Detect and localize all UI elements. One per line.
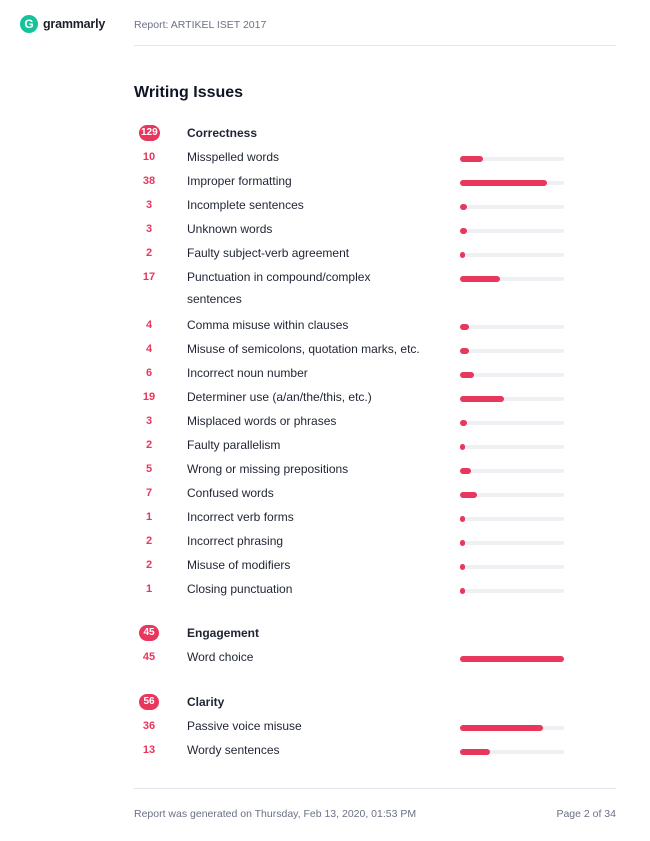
issue-row (0, 717, 650, 741)
issue-label: Incorrect verb forms (187, 510, 294, 524)
group-count-badge: 56 (139, 694, 159, 710)
issue-row (0, 648, 650, 672)
issue-count: 4 (145, 319, 153, 331)
issue-row (0, 364, 650, 388)
issue-bar-track (460, 493, 564, 497)
issue-row (0, 436, 650, 460)
group-title: Engagement (187, 626, 260, 640)
issue-count: 7 (145, 487, 153, 499)
issue-bar-track (460, 373, 564, 377)
footer-divider (134, 788, 616, 789)
issue-label: Incomplete sentences (187, 198, 304, 212)
issue-row (0, 316, 650, 340)
group-header (0, 624, 650, 648)
issue-row (0, 244, 650, 268)
issue-bar-track (460, 589, 564, 593)
issue-label: Wordy sentences (187, 743, 280, 757)
issue-bar-track (460, 157, 564, 161)
issue-label: Passive voice misuse (187, 719, 302, 733)
issue-count: 2 (145, 247, 153, 259)
issue-row (0, 148, 650, 172)
issue-bar-fill (460, 564, 465, 570)
page-number: Page 2 of 34 (556, 808, 616, 820)
issue-count: 2 (145, 559, 153, 571)
issue-count: 6 (145, 367, 153, 379)
issue-bar-track (460, 565, 564, 569)
issue-bar-fill (460, 540, 465, 546)
issue-bar-track (460, 349, 564, 353)
issue-row (0, 741, 650, 765)
issue-bar-track (460, 726, 564, 730)
issue-count: 4 (145, 343, 153, 355)
issue-row (0, 220, 650, 244)
grammarly-g-icon: G (20, 15, 38, 33)
issue-bar-track (460, 253, 564, 257)
issue-bar-fill (460, 204, 467, 210)
issue-label: Incorrect phrasing (187, 534, 284, 548)
issue-bar-fill (460, 656, 564, 662)
issue-bar-fill (460, 348, 469, 354)
grammarly-logo (20, 15, 105, 33)
group-title: Correctness (187, 126, 258, 140)
issue-label: Punctuation in compound/complex sentences (187, 270, 371, 306)
issue-label: Word choice (187, 650, 254, 664)
section-title: Writing Issues (134, 84, 244, 101)
group-count-badge: 129 (139, 125, 160, 141)
issue-bar-fill (460, 444, 465, 450)
issue-count: 17 (142, 271, 156, 283)
report-title: Report: ARTIKEL ISET 2017 (134, 19, 267, 31)
issue-bar-track (460, 517, 564, 521)
issue-label: Improper formatting (187, 174, 292, 188)
issue-count: 2 (145, 535, 153, 547)
issue-bar-fill (460, 396, 504, 402)
issue-bar-track (460, 229, 564, 233)
issue-count: 36 (142, 720, 156, 732)
issue-label: Faulty parallelism (187, 438, 281, 452)
issue-label: Misuse of modifiers (187, 558, 291, 572)
report-header (0, 0, 650, 46)
issue-row (0, 412, 650, 436)
issue-count: 1 (145, 583, 153, 595)
issue-row (0, 172, 650, 196)
issue-count: 45 (142, 651, 156, 663)
issue-row (0, 388, 650, 412)
issue-count: 3 (145, 223, 153, 235)
issue-bar-track (460, 277, 564, 281)
issue-bar-fill (460, 492, 477, 498)
issue-bar-fill (460, 468, 471, 474)
generated-note: Report was generated on Thursday, Feb 13, 2020, 01:53 PM (134, 808, 417, 820)
issue-bar-track (460, 469, 564, 473)
logo-text: grammarly (43, 17, 106, 31)
issue-label: Comma misuse within clauses (187, 318, 349, 332)
issue-bar-fill (460, 420, 467, 426)
issue-label: Misspelled words (187, 150, 280, 164)
issue-row (0, 484, 650, 508)
issue-label: Faulty subject-verb agreement (187, 246, 350, 260)
issue-bar-fill (460, 749, 490, 755)
issue-label: Determiner use (a/an/the/this, etc.) (187, 390, 372, 404)
issue-label: Unknown words (187, 222, 273, 236)
issue-bar-fill (460, 725, 543, 731)
issue-row (0, 196, 650, 220)
issue-bar-fill (460, 588, 465, 594)
issue-bar-track (460, 421, 564, 425)
issue-count: 19 (142, 391, 156, 403)
issue-label: Wrong or missing prepositions (187, 462, 349, 476)
group-header (0, 693, 650, 717)
issue-bar-track (460, 181, 564, 185)
issue-bar-track (460, 657, 564, 661)
issue-count: 38 (142, 175, 156, 187)
group-header (0, 124, 650, 148)
issue-bar-track (460, 397, 564, 401)
issue-bar-track (460, 750, 564, 754)
issue-label: Misuse of semicolons, quotation marks, etc. (187, 342, 420, 356)
issue-count: 5 (145, 463, 153, 475)
group-title: Clarity (187, 695, 225, 709)
issue-label: Misplaced words or phrases (187, 414, 337, 428)
issue-bar-fill (460, 228, 467, 234)
issue-bar-fill (460, 372, 474, 378)
issue-count: 1 (145, 511, 153, 523)
issue-label: Closing punctuation (187, 582, 293, 596)
issue-bar-fill (460, 324, 469, 330)
header-divider (134, 45, 616, 46)
issue-label: Incorrect noun number (187, 366, 308, 380)
issue-count: 3 (145, 199, 153, 211)
issue-count: 10 (142, 151, 156, 163)
issue-count: 13 (142, 744, 156, 756)
issue-bar-track (460, 445, 564, 449)
issue-row (0, 268, 650, 316)
issue-row (0, 340, 650, 364)
issue-bar-track (460, 325, 564, 329)
issue-bar-fill (460, 156, 483, 162)
issue-row (0, 460, 650, 484)
issue-bar-fill (460, 252, 465, 258)
issue-bar-fill (460, 516, 465, 522)
issue-label: Confused words (187, 486, 274, 500)
issue-bar-fill (460, 180, 547, 186)
issue-bar-track (460, 205, 564, 209)
issue-count: 2 (145, 439, 153, 451)
issue-row (0, 532, 650, 556)
issue-count: 3 (145, 415, 153, 427)
group-count-badge: 45 (139, 625, 159, 641)
issue-bar-fill (460, 276, 500, 282)
issue-row (0, 508, 650, 532)
issue-row (0, 580, 650, 604)
issue-row (0, 556, 650, 580)
issue-bar-track (460, 541, 564, 545)
